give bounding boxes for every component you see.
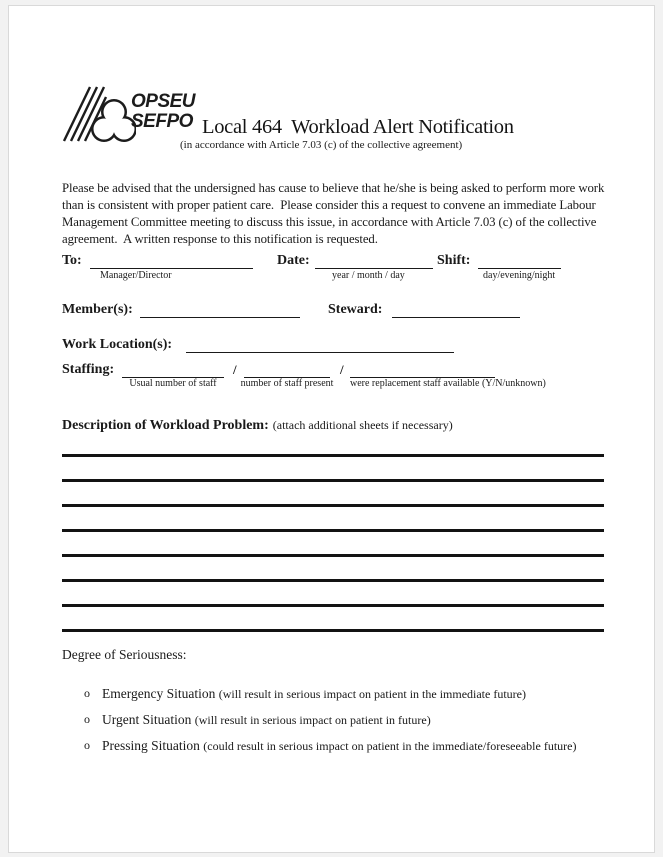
staffing-separator-2: / <box>340 362 344 377</box>
staffing-label: Staffing: <box>62 362 115 377</box>
seriousness-item-title: Pressing Situation <box>102 738 200 753</box>
seriousness-item-pressing <box>102 733 607 759</box>
logo-wordmark-line2: SEFPO <box>131 111 193 132</box>
document-subtitle: (in accordance with Article 7.03 (c) of the collective agreement) <box>180 139 463 151</box>
description-heading <box>62 416 453 434</box>
date-sublabel: year / month / day <box>332 270 405 281</box>
seriousness-item-urgent <box>102 707 610 733</box>
logo-wordmark-line1: OPSEU <box>131 91 196 112</box>
intro-paragraph: Please be advised that the undersigned has cause to believe that he/she is being asked to perform more work than is consistent with proper patient care. Please consider this a request to convene an immediate Labour Management Committee meeting to discuss this issue, in accordance with Article 7.03 (c) of the collective agreement. A written response to this notification is requested. <box>62 181 608 246</box>
seriousness-item-note: (could result in serious impact on patient in the immediate/foreseeable future) <box>203 739 577 753</box>
opseu-trillium-logo-icon <box>62 84 136 144</box>
seriousness-item-emergency <box>102 681 610 707</box>
description-writing-line <box>62 479 604 482</box>
description-writing-line <box>62 554 604 557</box>
seriousness-item-note: (will result in serious impact on patient in future) <box>194 713 431 727</box>
staffing-usual-sublabel: Usual number of staff <box>129 378 217 389</box>
shift-sublabel: day/evening/night <box>483 270 556 281</box>
shift-label: Shift: <box>437 253 471 268</box>
seriousness-item-title: Urgent Situation <box>102 712 192 727</box>
work-location-fill-line <box>186 338 454 353</box>
logo-wordmark <box>131 92 195 132</box>
steward-fill-line <box>392 303 520 318</box>
seriousness-item-title: Emergency Situation <box>102 686 216 701</box>
description-writing-line <box>62 454 604 457</box>
description-writing-line <box>62 579 604 582</box>
steward-label: Steward: <box>328 302 383 317</box>
seriousness-item-note: (will result in serious impact on patient in the immediate future) <box>218 687 526 701</box>
degree-of-seriousness-heading: Degree of Seriousness: <box>62 647 187 662</box>
staffing-present-sublabel: number of staff present <box>240 378 334 389</box>
date-fill-line <box>315 254 433 269</box>
shift-fill-line <box>478 254 561 269</box>
staffing-replacement-sublabel: were replacement staff available (Y/N/unknown) <box>350 378 546 389</box>
work-location-label: Work Location(s): <box>62 337 173 352</box>
to-fill-line <box>90 254 253 269</box>
description-note: (attach additional sheets if necessary) <box>272 418 453 432</box>
members-label: Member(s): <box>62 302 133 317</box>
bullet-circle-glyph: o <box>84 712 90 726</box>
staffing-usual-fill-line <box>122 363 224 378</box>
to-label: To: <box>62 253 82 268</box>
staffing-replacement-fill-line <box>350 363 495 378</box>
description-label: Description of Workload Problem: <box>62 418 269 433</box>
bullet-circle-glyph: o <box>84 738 90 752</box>
staffing-separator-1: / <box>233 362 237 377</box>
description-writing-line <box>62 504 604 507</box>
description-writing-line <box>62 604 604 607</box>
bullet-circle-glyph: o <box>84 686 90 700</box>
description-writing-line <box>62 529 604 532</box>
document-title: Local 464 Workload Alert Notification <box>202 116 514 138</box>
members-fill-line <box>140 303 300 318</box>
description-writing-line <box>62 629 604 632</box>
to-sublabel: Manager/Director <box>100 270 172 281</box>
staffing-present-fill-line <box>244 363 330 378</box>
date-label: Date: <box>277 253 310 268</box>
